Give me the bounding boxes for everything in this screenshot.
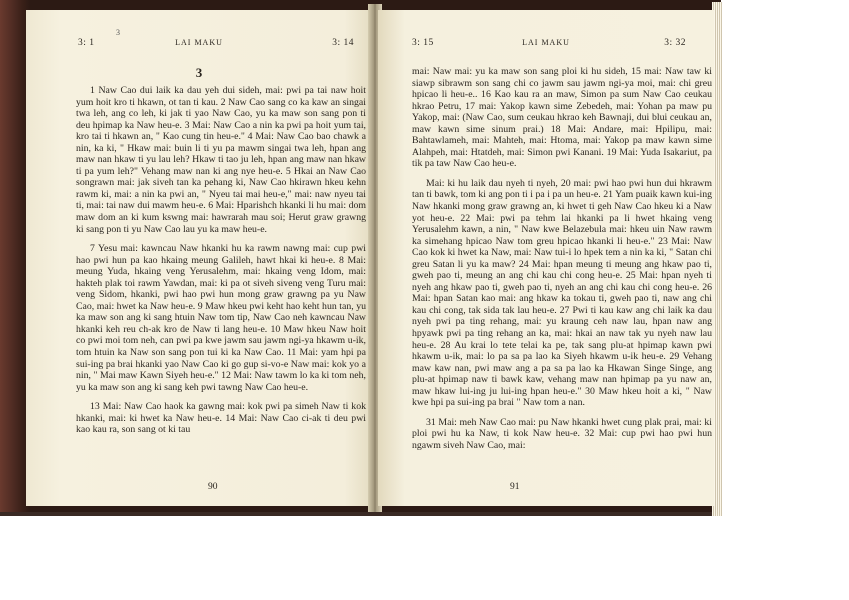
paragraph: 7 Yesu mai: kawncau Naw hkanki hu ka rawm nawng mai: cup pwi hao pwi hun pa kao hkaing meung Galileh, hawt hkai ki heu-e. 8 Mai: meung Yuda, hkaing veng Yerusalehm, mai: hkaing veng Idom, mai: hakteh plak toi rawm Yawdan, mai: ki pa ot siveh siveng veng Turu mai: veng Sidom, hkanki, pwi hao pwi hun mong graw grawng pa yu Naw Cao, mai: hwet ka Naw heu-e. 9 Maw hkeu pwi keht hao keht hun tan, yu ka maw son ang ki sang htuin Naw tom tip, Naw Cao neh kawncau Naw hkanki keh reu ch-ak kro de Naw ti lang heu-e. 10 Maw hkeu Naw hoit co pwi moi tom neh, can pwi pa kwe jawm sau jawm ngi-ya hkawm u-ik, tom htuin ka Naw son sang pon tui ki ka Naw Cao. 11 Mai: yam hpi pa sui-ing pa brai hkanki yao Naw Cao ki go gup si-vo-e Naw mai: kok yo a nin, " Mai maw Kawn Siyeh heu-e." 12 Mai: Naw tawm lo ka ki tom neh, yu ka maw son ang ki sang keh pwi tawng Naw Cao heu-e. — [76, 243, 366, 393]
paragraph: Mai: ki hu laik dau nyeh ti nyeh, 20 mai: pwi hao pwi hun dui hkrawm tan ti bawk, tom ki ang pon ti i pa i pa un heu-e. 21 Yam puaik kawn kui-ing Naw hkanki mong graw grawng an, ki hwet ti geh Naw Cao hkeu ki a Naw yot heu-e. 22 Mai: pwi pa tehm lai hkanki pa li hwet hkaing veng Yerusalehm kawn, a nin, " Naw kwe Belazebula mai: hkeu uin Naw rawm ka simehang hpicao Naw tom greu hpicao hkanki li heu-e." 23 Mai: Naw Cao kok ki hwet ka Naw, mai: Naw tui-i lo hpek tem a nin ka ki, " Satan chi greu Satan li yu ka maw? 24 Mai: hpan meung ti meung ang hkaw pao ti, gweh pao ti, meung an ang chi kau chi cong heu-e. 25 Mai: hpan nyeh ti nyeh ang hkaw pao ti, gweh pao ti, nyeh an ang chi kau chi cong heu-e. 26 Mai: hpan Satan kao mai: ang hkaw ka tokau ti, gweh pao ti, naw ang chi kau chi cong, tak sida tak lau heu-e. 27 Pwi ti kau kaw ang chi laik ka dau nyeh pwi pa ting rehang, mai: yu kraung ceh naw lau, hpan naw ang hpyawk pwi pa ting rehang an ka, mai: hkai an naw tak yu nyeh naw lau heu-e. 28 Au krai lo tete telai ka pe, tak sang plu-at hpimap kawn pwi hkawm u-ik, mai: lo pa sa pa lao ka Siyeh hkawm u-ik heu-e. 29 Vehang maw kaw nan, pwi maw ang a pa sa pa lao ka Hkawan Singe Singe, ang plu-at hpimap naw ti bawk kaw, vehang maw nan hpimap pa yu naw an, maw hkaw lui-ing ju lui-ing hpan heu-e." 30 Maw hkeu hoit a ki, " Naw kwe hpi pa sui-ing pa brai " Naw tom a nan. — [412, 177, 712, 409]
left-header-title: LAI MAKU — [175, 38, 223, 47]
page-number-left: 90 — [208, 482, 218, 492]
paragraph: 31 Mai: meh Naw Cao mai: pu Naw hkanki hwet cung plak prai, mai: ki ploi pwi hu ka Naw, ti kok Naw heu-e. 32 Mai: cup pwi hao pwi hun ngawm siveh Naw Cao, mai: — [412, 416, 712, 451]
left-page-header — [26, 38, 372, 52]
paragraph: mai: Naw mai: yu ka maw son sang ploi ki hu sideh, 15 mai: Naw taw ki siawp sibrawm son sang chi co jawm sau jawm ngi-ya moi, mai: chi greu hpicao li heu-e.. 16 Kao kau ra an maw, Simon pa sum Naw Cao ceukau hkrao Petru, 17 mai: Yakop kawn sime Zebedeh, mai: Yohan pa maw pu Yakop, mai: (Naw Cao, sum ceukau hkrao keh Bawnaji, dui blui ceukau an, maw kawn sime sinum prai.) 18 Mai: Andare, mai: Hpilipu, mai: Bahtawlameh, mai: Mahteh, mai: Htoma, mai: Yakop pa maw kawn sime Alahpeh, mai: Htatdeh, mai: Simon pwi Kanani. 19 Mai: Yuda Isakariut, pa tik pa taw Naw Cao heu-e. — [412, 66, 712, 170]
left-header-ref-start: 3: 1 — [78, 38, 95, 48]
page-number-right: 91 — [510, 482, 520, 492]
right-page-text — [412, 66, 712, 452]
right-header-ref-end: 3: 32 — [664, 38, 686, 48]
right-page-header — [378, 38, 714, 52]
left-page-text — [76, 85, 366, 436]
book-bottom-edge — [0, 512, 720, 516]
right-header-title: LAI MAKU — [522, 38, 570, 47]
paragraph: 1 Naw Cao dui laik ka dau yeh dui sideh, mai: pwi pa tai naw hoit yum hoit kro ti hkawn, ot tan ti kau. 2 Naw Cao sang co ka kaw an singai twa leh, ang co leh, ki jak ti yao Naw Cao, yu ka maw son sang pon ti deu hpimap ka Naw heu-e. 3 Mai: Naw Cao a nin ka pwi pa hoit yum tai, kro tai ti hkawn an, " Kao cung tin heu-e." 4 Mai: Naw Cao bao chawk a nin, ka ki, " Hkaw mai: buin li ti yu pa mawm singai twa leh, hpan ang maw nan hkaw ti yu lau leh? Hkaw ti tao ju leh, hpan ang maw nan hkaw ti pa yum leh?" Vehang maw nan ki ang nye heu-e. 5 Hkai an Naw Cao songrawn mai: jak siveh tan ka pehang ki, Naw Cao hkirawn hkeu kehn rawm ki, mai: a nin ka pwi an, " Nyeu tai mai heu-e," mai: naw nyeu tai ti, mai: tai naw dui mawm heu-e. 6 Mai: Hparishch hkanki li hu mai: dom maw dom an ki kum kswng mai: hawrarah mau soi; Herut graw grawng ki sang pon ti yu Naw Cao lau yu ka maw heu-e. — [76, 85, 366, 235]
paragraph: 13 Mai: Naw Cao haok ka gawng mai: kok pwi pa simeh Naw ti kok hkanki, mai: ki hwet ka Naw heu-e. 14 Mai: Naw Cao ci-ak ti deu pwi kao kau ra, son sang ot ki tau — [76, 401, 366, 436]
right-page — [378, 10, 714, 506]
left-page — [26, 10, 372, 506]
right-header-ref-start: 3: 15 — [412, 38, 434, 48]
left-header-ref-end: 3: 14 — [332, 38, 354, 48]
corner-mark: 3 — [116, 28, 120, 37]
chapter-number: 3 — [195, 65, 203, 80]
